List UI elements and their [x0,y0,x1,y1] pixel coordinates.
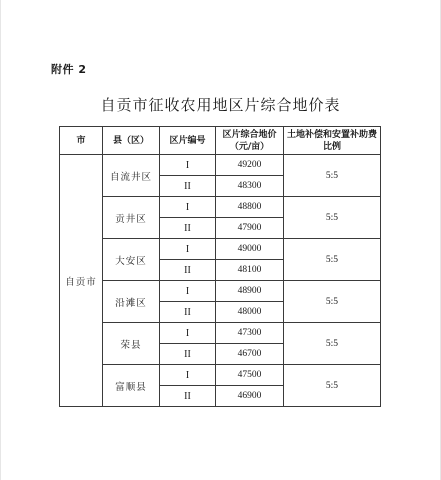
zone-grade-cell: I [160,323,216,344]
price-cell: 48000 [216,302,284,323]
header-city: 市 [60,127,103,155]
price-cell: 48900 [216,281,284,302]
ratio-cell: 5:5 [284,365,381,407]
ratio-cell: 5:5 [284,155,381,197]
zone-grade-cell: II [160,386,216,407]
price-cell: 49000 [216,239,284,260]
table-header-row [60,127,381,155]
table-row [60,365,381,386]
district-cell: 大安区 [103,239,160,281]
price-cell: 47500 [216,365,284,386]
price-cell: 48300 [216,176,284,197]
district-cell: 富顺县 [103,365,160,407]
header-county: 县（区） [103,127,160,155]
zone-grade-cell: II [160,302,216,323]
attachment-label: 附件 2 [51,63,87,76]
zone-grade-cell: II [160,344,216,365]
header-price: 区片综合地价（元/亩） [216,127,284,155]
ratio-cell: 5:5 [284,197,381,239]
table-row [60,197,381,218]
land-price-table [59,126,381,407]
zone-grade-cell: II [160,260,216,281]
district-cell: 贡井区 [103,197,160,239]
zone-grade-cell: I [160,155,216,176]
header-zone-no: 区片编号 [160,127,216,155]
price-cell: 49200 [216,155,284,176]
table-row [60,239,381,260]
zone-grade-cell: I [160,365,216,386]
ratio-cell: 5:5 [284,281,381,323]
table-row [60,155,381,176]
city-cell: 自贡市 [60,155,103,407]
zone-grade-cell: II [160,176,216,197]
table-body [60,155,381,407]
zone-grade-cell: I [160,239,216,260]
district-cell: 荣县 [103,323,160,365]
zone-grade-cell: I [160,197,216,218]
table-row [60,281,381,302]
zone-grade-cell: I [160,281,216,302]
price-cell: 46900 [216,386,284,407]
price-cell: 46700 [216,344,284,365]
page-title: 自贡市征收农用地区片综合地价表 [100,96,341,114]
table-row [60,323,381,344]
zone-grade-cell: II [160,218,216,239]
price-cell: 48800 [216,197,284,218]
price-cell: 48100 [216,260,284,281]
header-ratio: 土地补偿和安置补助费比例 [284,127,381,155]
price-cell: 47300 [216,323,284,344]
district-cell: 沿滩区 [103,281,160,323]
ratio-cell: 5:5 [284,323,381,365]
price-cell: 47900 [216,218,284,239]
district-cell: 自流井区 [103,155,160,197]
ratio-cell: 5:5 [284,239,381,281]
